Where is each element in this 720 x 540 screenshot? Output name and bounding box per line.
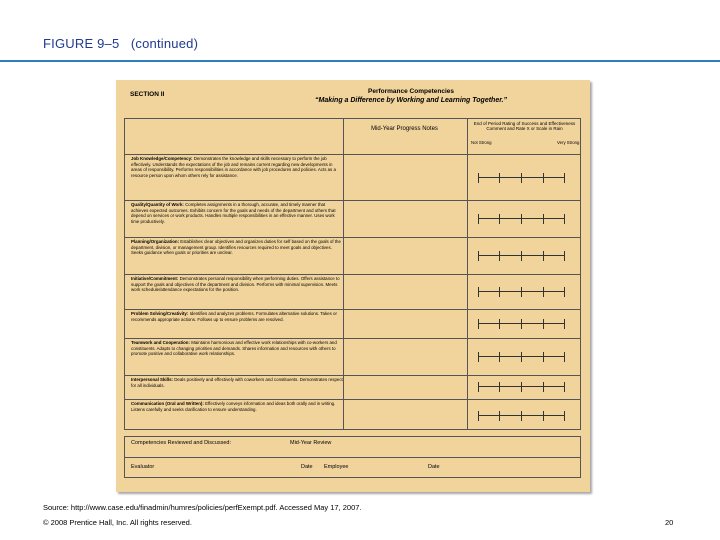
- rating-scale: [478, 214, 565, 224]
- competency-text: Demonstrates personal responsibility when performing duties. Offers assistance to support the goals and objectives of the department and division. Performs with minimal supervision. Meets work schedule/attendance expectations for the position.: [131, 276, 340, 292]
- competency-row: [131, 377, 343, 398]
- competency-row: [131, 156, 343, 199]
- row-divider: [125, 200, 580, 201]
- row-divider: [125, 338, 580, 339]
- competency-title: Teamwork and Cooperation:: [131, 340, 190, 345]
- rating-scale: [478, 251, 565, 261]
- row-divider: [125, 375, 580, 376]
- competency-text: Effectively conveys information and ideas both orally and in writing. Listens carefully and seeks clarification to ensure understanding.: [131, 401, 336, 412]
- competency-title: Communication (Oral and Written):: [131, 401, 204, 406]
- row-divider: [125, 274, 580, 275]
- competency-row: [131, 239, 343, 273]
- copyright: © 2008 Prentice Hall, Inc. All rights reserved.: [43, 518, 192, 527]
- midyear-header: Mid-Year Progress Notes: [371, 126, 438, 132]
- midyear-review-label: Mid-Year Review: [290, 440, 332, 446]
- form-heading: [256, 87, 566, 105]
- competency-text: Completes assignments in a thorough, accurate, and timely manner that achieves expected outcomes. Exhibits concern for the goals and needs of the department and others that depend on services or work products. Handles multiple responsibilities in an effective manner. Uses work time productively.: [131, 202, 336, 224]
- competency-title: Interpersonal Skills:: [131, 377, 173, 382]
- competency-text: Demonstrates the knowledge and skills necessary to perform the job effectively. Understands the expectations of the job and remains current regarding new developments in areas of responsibility. Performs responsibilities in accordance with job procedures and policies. Acts as a resource person upon whom others rely for assistance.: [131, 156, 336, 178]
- rating-scale: [478, 411, 565, 421]
- eoy-header: End of Period Rating of Success and Effectiveness Comment and Rate X or Scale in Rain: [473, 121, 576, 132]
- competency-title: Initiative/Commitment:: [131, 276, 179, 281]
- competency-text: Maintains harmonious and effective work relationships with co-workers and constituents. Adapts to changing priorities and demands. Shares information and resources with others to promote positive and collaborative work relationships.: [131, 340, 337, 356]
- competency-text: Deals positively and effectively with coworkers and constituents. Demonstrates respect for all individuals.: [131, 377, 343, 388]
- competency-row: [131, 340, 343, 374]
- scale-low-label: Not Strong: [471, 140, 492, 145]
- row-divider: [125, 399, 580, 400]
- rating-scale: [478, 319, 565, 329]
- page-number: 20: [665, 518, 674, 527]
- row-divider: [125, 309, 580, 310]
- rating-scale: [478, 287, 565, 297]
- competency-title: Problem Solving/Creativity:: [131, 311, 189, 316]
- scale-high-label: Very Strong: [557, 140, 580, 145]
- competencies-reviewed-label: Competencies Reviewed and Discussed:: [131, 440, 231, 446]
- competency-row: [131, 276, 343, 308]
- competency-title: Planning/Organization:: [131, 239, 180, 244]
- heading-text: Performance Competencies: [368, 88, 454, 95]
- figure-title: [43, 36, 198, 51]
- figure-label: FIGURE 9–5: [43, 36, 120, 51]
- subheading-text: “Making a Difference by Working and Learning Together.”: [314, 97, 507, 104]
- competency-row: [131, 311, 343, 337]
- competency-text: Identifies and analyzes problems. Formulates alternative solutions. Takes or recommends appropriate actions. Follows up to ensure problems are resolved.: [131, 311, 337, 322]
- rating-scale: [478, 352, 565, 362]
- employee-label: Employee: [324, 464, 349, 470]
- figure-suffix: (continued): [130, 36, 199, 51]
- competency-title: Quality/Quantity of Work:: [131, 202, 184, 207]
- date-label: Date: [428, 464, 440, 470]
- row-divider: [125, 237, 580, 238]
- competency-row: [131, 202, 343, 236]
- competency-text: Establishes clear objectives and organizes duties for self based on the goals of the department, division, or management group. Identifies resources required to meet goals and objectives. Seeks guidance when goals or priorities are unclear.: [131, 239, 341, 255]
- title-rule: [0, 60, 720, 62]
- review-box: [124, 436, 581, 478]
- date-label: Date: [301, 464, 313, 470]
- rating-scale: [478, 382, 565, 392]
- rating-scale: [478, 173, 565, 183]
- appraisal-form-image: [116, 80, 590, 492]
- source-citation: Source: http://www.case.edu/finadmin/humres/policies/perfExempt.pdf. Accessed May 17, 2007.: [43, 503, 362, 512]
- row-divider: [125, 154, 580, 155]
- row-divider: [125, 457, 580, 458]
- competency-row: [131, 401, 343, 429]
- competency-table: [124, 118, 581, 430]
- section-label: SECTION II: [130, 91, 165, 98]
- evaluator-label: Evaluator: [131, 464, 155, 470]
- competency-title: Job Knowledge/Competency:: [131, 156, 193, 161]
